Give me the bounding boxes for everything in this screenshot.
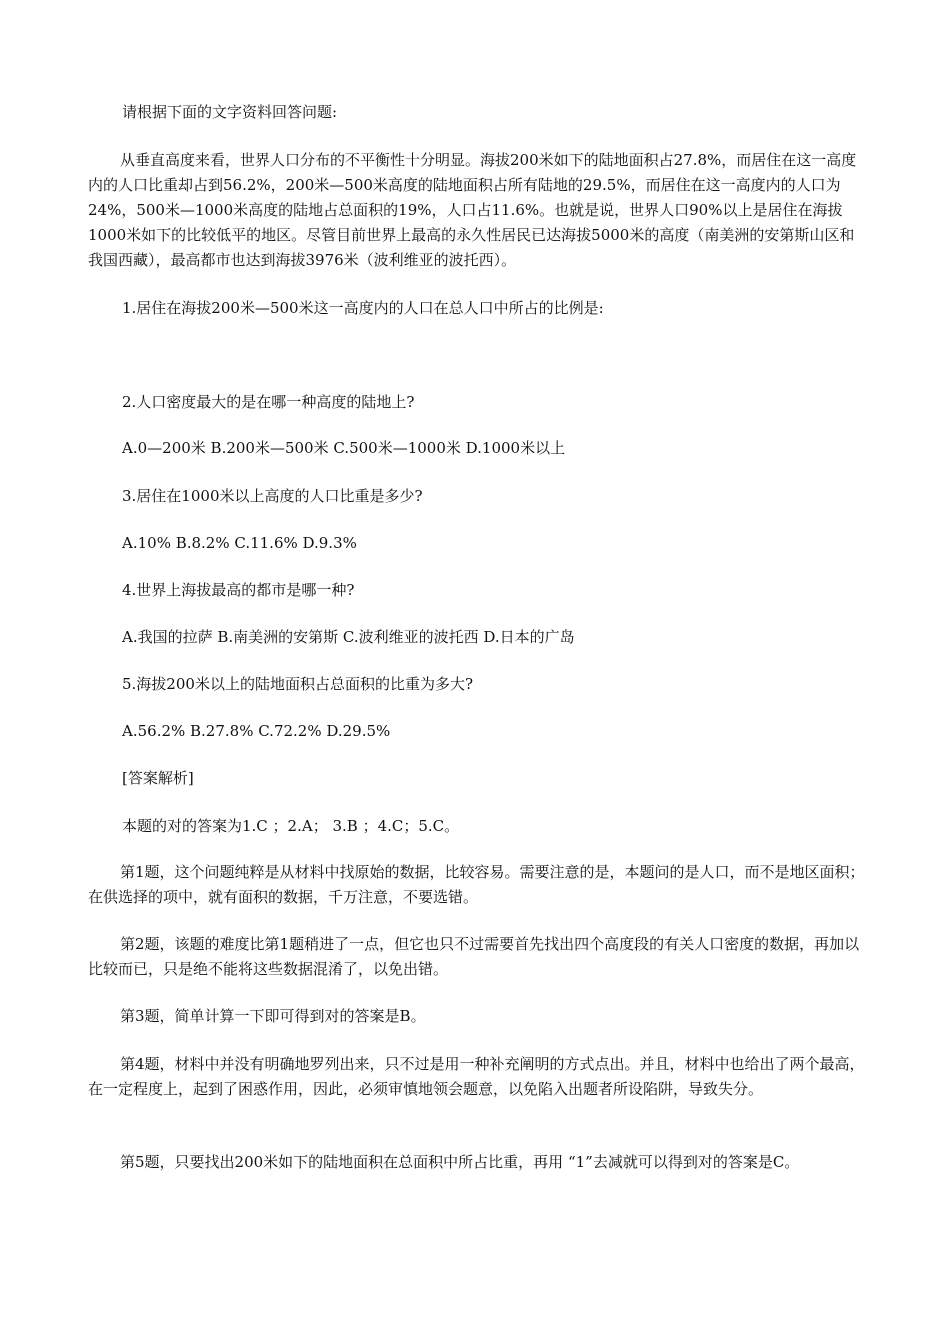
question-1: 1.居住在海拔200米—500米这一高度内的人口在总人口中所占的比例是: — [122, 299, 604, 317]
question-2-options: A.0—200米 B.200米—500米 C.500米—1000米 D.1000米以上 — [122, 439, 566, 457]
answer-summary: 本题的对的答案为1.C ；2.A； 3.B ；4.C；5.C。 — [122, 817, 460, 835]
explanation-3: 第3题，简单计算一下即可得到对的答案是B。 — [120, 1007, 426, 1025]
explanation-4: 第4题，材料中并没有明确地罗列出来，只不过是用一种补充阐明的方式点出。并且，材料中也给出了两个最高，在一定程度上，起到了困惑作用，因此，必须审慎地领会题意，以免陷入出题者所设陷阱，导致失分。 — [88, 1055, 865, 1098]
question-5-options: A.56.2% B.27.8% C.72.2% D.29.5% — [122, 722, 391, 740]
explanation-2: 第2题，该题的难度比第1题稍进了一点，但它也只不过需要首先找出四个高度段的有关人口密度的数据，再加以比较而已，只是绝不能将这些数据混淆了，以免出错。 — [88, 935, 860, 978]
answer-heading: [答案解析] — [122, 769, 194, 787]
question-3-options: A.10% B.8.2% C.11.6% D.9.3% — [122, 534, 357, 552]
question-5: 5.海拔200米以上的陆地面积占总面积的比重为多大? — [122, 675, 473, 693]
question-4-options: A.我国的拉萨 B.南美洲的安第斯 C.波利维亚的波托西 D.日本的广岛 — [122, 628, 575, 646]
intro-text: 请根据下面的文字资料回答问题: — [122, 103, 338, 121]
passage-text: 从垂直高度来看，世界人口分布的不平衡性十分明显。海拔200米如下的陆地面积占27.8%，而居住在这一高度内的人口比重却占到56.2%，200米—500米高度的陆地面积占所有陆地的29.5%，而居住在这一高度内的人口为24%，500米—1000米高度的陆地占总面积的19%，人口占11.6%。也就是说，世界人口90%以上是居住在海拔1000米如下的比较低平的地区。尽管目前世界上最高的永久性居民已达海拔5000米的高度（南美洲的安第斯山区和我国西藏），最高都市也达到海拔3976米（波利维亚的波托西）。 — [88, 151, 857, 269]
question-4: 4.世界上海拔最高的都市是哪一种? — [122, 581, 355, 599]
question-2: 2.人口密度最大的是在哪一种高度的陆地上? — [122, 393, 415, 411]
question-3: 3.居住在1000米以上高度的人口比重是多少? — [122, 487, 423, 505]
explanation-5: 第5题，只要找出200米如下的陆地面积在总面积中所占比重，再用 “1”去减就可以得到对的答案是C。 — [120, 1153, 800, 1171]
explanation-1: 第1题，这个问题纯粹是从材料中找原始的数据，比较容易。需要注意的是，本题问的是人口，而不是地区面积；在供选择的项中，就有面积的数据，千万注意，不要选错。 — [88, 863, 865, 906]
